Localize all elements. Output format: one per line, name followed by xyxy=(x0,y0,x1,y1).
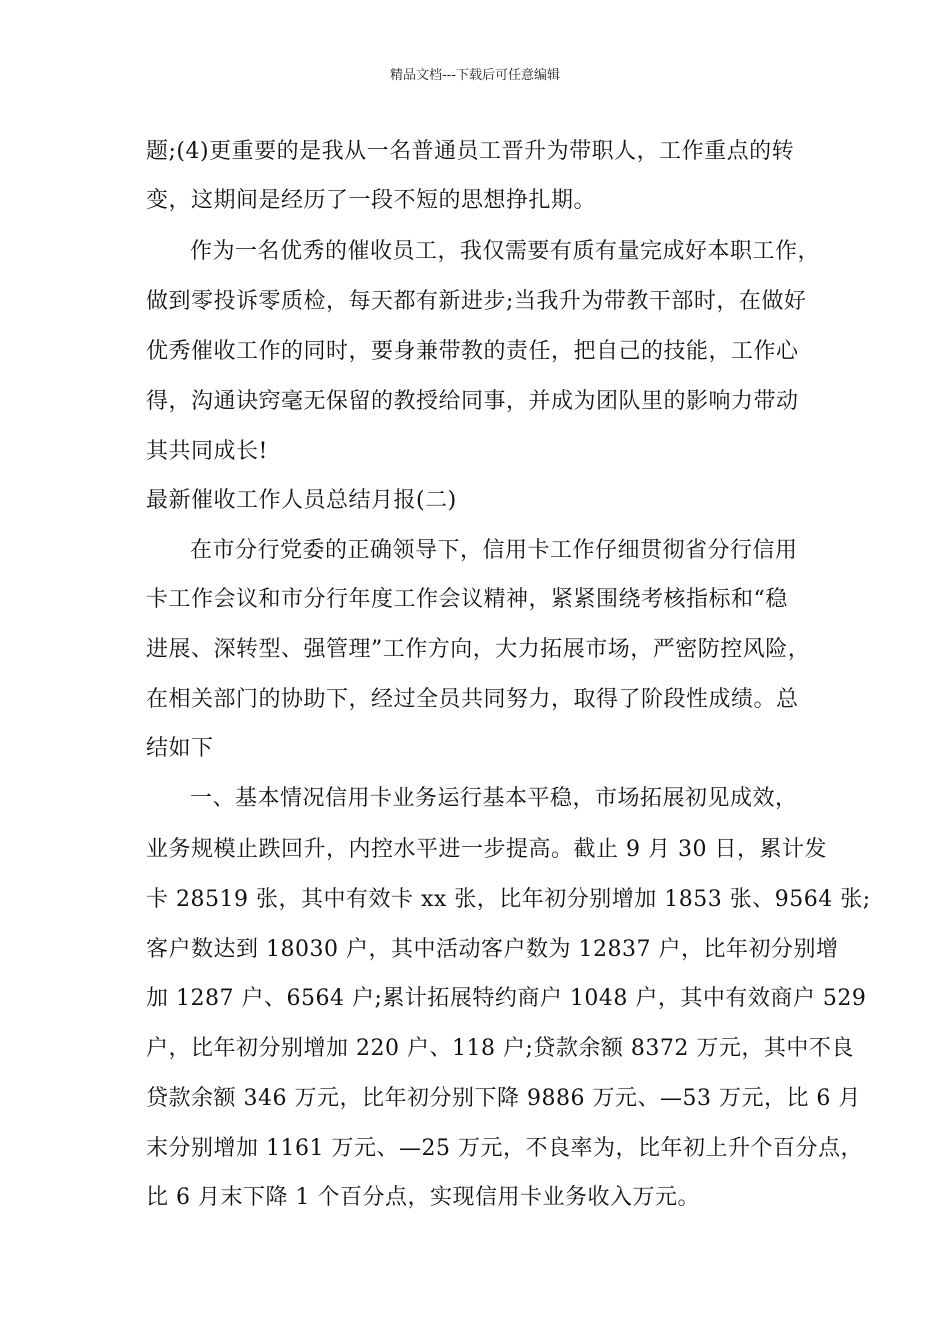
text-line: 卡 28519 张，其中有效卡 xx 张，比年初分别增加 1853 张、9564 张; xyxy=(146,887,871,912)
text-line: 客户数达到 18030 户，其中活动客户数为 12837 户，比年初分别增 xyxy=(146,937,839,962)
text-line: 变，这期间是经历了一段不短的思想挣扎期。 xyxy=(146,188,597,213)
text-line: 进展、深转型、强管理”工作方向，大力拓展市场，严密防控风险， xyxy=(146,637,811,662)
text-line: 结如下 xyxy=(146,736,214,761)
text-line: 作为一名优秀的催收员工，我仅需要有质有量完成好本职工作， xyxy=(190,239,821,264)
text-line: 加 1287 户、6564 户;累计拓展特约商户 1048 户，其中有效商户 529 xyxy=(146,986,867,1011)
page-header: 精品文档---下载后可任意编辑 xyxy=(389,68,561,83)
text-line: 卡工作会议和市分行年度工作会议精神，紧紧围绕考核指标和“稳 xyxy=(146,587,788,612)
text-line: 优秀催收工作的同时，要身兼带教的责任，把自己的技能，工作心 xyxy=(146,339,799,364)
text-line: 末分别增加 1161 万元、—25 万元，不良率为，比年初上升个百分点， xyxy=(146,1136,863,1161)
section-title: 最新催收工作人员总结月报(二) xyxy=(146,488,457,513)
text-line: 题;(4)更重要的是我从一名普通员工晋升为带职人，工作重点的转 xyxy=(146,139,795,164)
text-line: 贷款余额 346 万元，比年初分别下降 9886 万元、—53 万元，比 6 月 xyxy=(146,1086,861,1111)
text-line: 在市分行党委的正确领导下，信用卡工作仔细贯彻省分行信用 xyxy=(190,538,798,563)
text-line: 做到零投诉零质检，每天都有新进步;当我升为带教干部时，在做好 xyxy=(146,289,807,314)
text-line: 户，比年初分别增加 220 户、118 户;贷款余额 8372 万元，其中不良 xyxy=(146,1036,854,1061)
text-line: 得，沟通诀窍毫无保留的教授给同事，并成为团队里的影响力带动 xyxy=(146,389,799,414)
text-line: 比 6 月末下降 1 个百分点，实现信用卡业务收入万元。 xyxy=(146,1185,700,1210)
text-line: 业务规模止跌回升，内控水平进一步提高。截止 9 月 30 日，累计发 xyxy=(146,837,827,862)
text-line: 一、基本情况信用卡业务运行基本平稳，市场拓展初见成效， xyxy=(190,786,798,811)
text-line: 在相关部门的协助下，经过全员共同努力，取得了阶段性成绩。总 xyxy=(146,687,799,712)
text-line: 其共同成长! xyxy=(146,439,268,464)
